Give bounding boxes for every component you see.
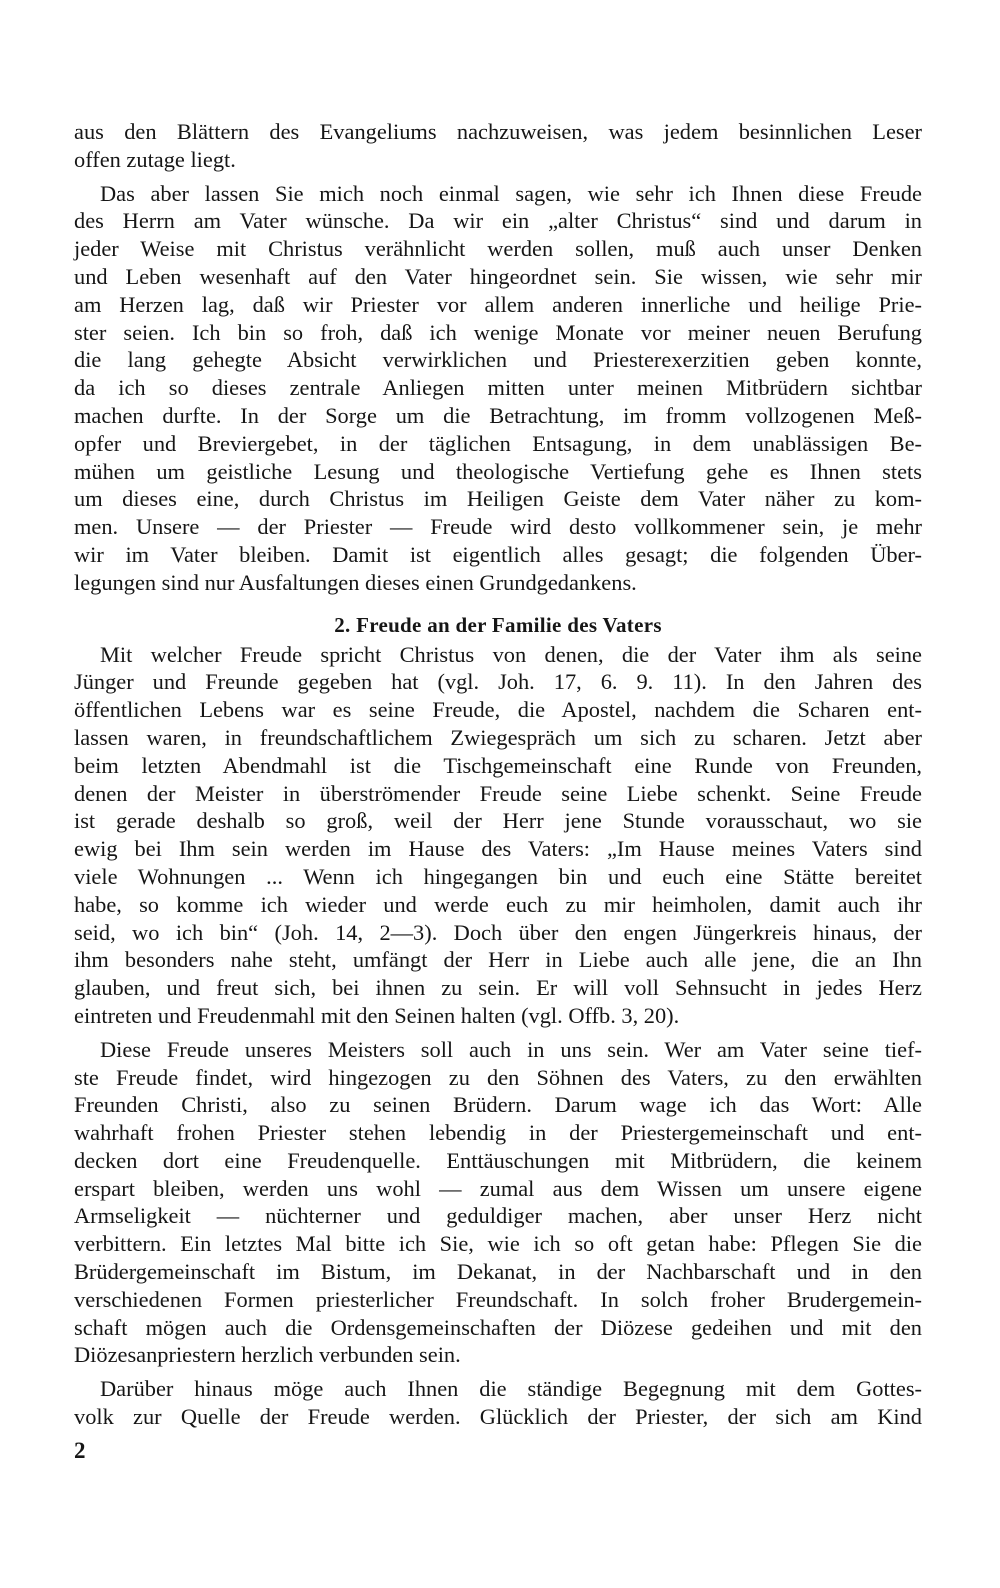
text-line: wir im Vater bleiben. Damit ist eigentlich alles gesagt; die folgenden Über- <box>74 541 922 567</box>
text-line: viele Wohnungen ... Wenn ich hingegangen bin und euch eine Stätte bereitet <box>74 863 922 889</box>
text-line: denen der Meister in überströmender Freude seine Liebe schenkt. Seine Freude <box>74 780 922 806</box>
text-line: und Leben wesenhaft auf den Vater hingeordnet sein. Sie wissen, wie sehr mir <box>74 263 922 289</box>
paragraph-3 <box>74 641 922 1030</box>
text-line: ster seien. Ich bin so froh, daß ich wenige Monate vor meiner neuen Berufung <box>74 319 922 345</box>
text-line: ewig bei Ihm sein werden im Hause des Vaters: „Im Hause meines Vaters sind <box>74 836 922 862</box>
text-line: opfer und Breviergebet, in der täglichen Entsagung, in dem unablässigen Be- <box>74 430 922 456</box>
text-line: Jünger und Freunde gegeben hat (vgl. Joh. 17, 6. 9. 11). In den Jahren des <box>74 669 922 695</box>
text-line: wahrhaft frohen Priester stehen lebendig in der Priestergemeinschaft und ent- <box>74 1120 922 1146</box>
text-line: die lang gehegte Absicht verwirklichen und Priesterexerzitien geben konnte, <box>74 347 922 373</box>
text-line: verschiedenen Formen priesterlicher Freundschaft. In solch froher Brudergemein- <box>74 1286 922 1312</box>
text-line: Armseligkeit — nüchterner und geduldiger machen, aber unser Herz nicht <box>74 1203 922 1229</box>
text-line: verbittern. Ein letztes Mal bitte ich Sie, wie ich so oft getan habe: Pflegen Sie die <box>74 1231 922 1257</box>
text-line: mühen um geistliche Lesung und theologische Vertiefung gehe es Ihnen stets <box>74 458 922 484</box>
text-line: ste Freude findet, wird hingezogen zu den Söhnen des Vaters, zu den erwählten <box>74 1064 922 1090</box>
text-line: Darüber hinaus möge auch Ihnen die ständige Begegnung mit dem Gottes- <box>100 1376 922 1402</box>
text-line: ihm besonders nahe steht, umfängt der Herr in Liebe auch alle jene, die an Ihn <box>74 947 922 973</box>
text-line: schaft mögen auch die Ordensgemeinschaften der Diözese gedeihen und mit den <box>74 1314 922 1340</box>
text-line: Diözesanpriestern herzlich verbunden sein. <box>74 1342 461 1368</box>
text-line: aus den Blättern des Evangeliums nachzuweisen, was jedem besinnlichen Leser <box>74 119 922 144</box>
paragraph-5 <box>74 1375 922 1431</box>
page-body <box>74 118 922 1431</box>
text-line: öffentlichen Lebens war es seine Freude, die Apostel, nachdem die Scharen ent- <box>74 697 922 723</box>
text-line: erspart bleiben, werden uns wohl — zumal aus dem Wissen um unsere eigene <box>74 1175 922 1201</box>
text-line: ist gerade deshalb so groß, weil der Herr jene Stunde vorausschaut, wo sie <box>74 808 922 834</box>
paragraph-4 <box>74 1036 922 1370</box>
text-line: volk zur Quelle der Freude werden. Glücklich der Priester, der sich am Kind <box>74 1404 922 1430</box>
text-line: um dieses eine, durch Christus im Heiligen Geiste dem Vater näher zu kom- <box>74 486 922 512</box>
text-line: Freunden Christi, also zu seinen Brüdern. Darum wage ich das Wort: Alle <box>74 1092 922 1118</box>
text-line: offen zutage liegt. <box>74 146 236 172</box>
text-line: am Herzen lag, daß wir Priester vor allem anderen innerliche und heilige Prie- <box>74 291 922 317</box>
text-line: eintreten und Freudenmahl mit den Seinen halten (vgl. Offb. 3, 20). <box>74 1002 680 1028</box>
text-line: da ich so dieses zentrale Anliegen mitten unter meinen Mitbrüdern sichtbar <box>74 375 922 401</box>
page-number: 2 <box>74 1438 86 1463</box>
text-line: decken dort eine Freudenquelle. Enttäuschungen mit Mitbrüdern, die keinem <box>74 1147 922 1173</box>
paragraph-2 <box>74 180 922 597</box>
text-line: habe, so komme ich wieder und werde euch zu mir heimholen, damit auch ihr <box>74 891 922 917</box>
text-line: lassen waren, in freundschaftlichem Zwiegespräch um sich zu scharen. Jetzt aber <box>74 724 922 750</box>
text-line: legungen sind nur Ausfaltungen dieses einen Grundgedankens. <box>74 569 637 595</box>
text-line: Diese Freude unseres Meisters soll auch in uns sein. Wer am Vater seine tief- <box>100 1036 922 1062</box>
text-line: des Herrn am Vater wünsche. Da wir ein „alter Christus“ sind und darum in <box>74 208 922 234</box>
text-line: men. Unsere — der Priester — Freude wird desto vollkommener sein, je mehr <box>74 514 922 540</box>
text-line: machen durfte. In der Sorge um die Betrachtung, im fromm vollzogenen Meß- <box>74 402 922 428</box>
text-line: Brüdergemeinschaft im Bistum, im Dekanat, in der Nachbarschaft und in den <box>74 1259 922 1285</box>
text-line: glauben, und freut sich, bei ihnen zu sein. Er will voll Sehnsucht in jedes Herz <box>74 975 922 1001</box>
section-heading: 2. Freude an der Familie des Vaters <box>334 612 662 637</box>
paragraph-1 <box>74 118 922 174</box>
text-line: jeder Weise mit Christus verähnlicht werden sollen, muß auch unser Denken <box>74 236 922 262</box>
text-line: Das aber lassen Sie mich noch einmal sagen, wie sehr ich Ihnen diese Freude <box>100 180 922 206</box>
text-line: seid, wo ich bin“ (Joh. 14, 2—3). Doch über den engen Jüngerkreis hinaus, der <box>74 919 922 945</box>
text-line: beim letzten Abendmahl ist die Tischgemeinschaft eine Runde von Freunden, <box>74 752 922 778</box>
text-line: Mit welcher Freude spricht Christus von denen, die der Vater ihm als seine <box>100 641 922 667</box>
